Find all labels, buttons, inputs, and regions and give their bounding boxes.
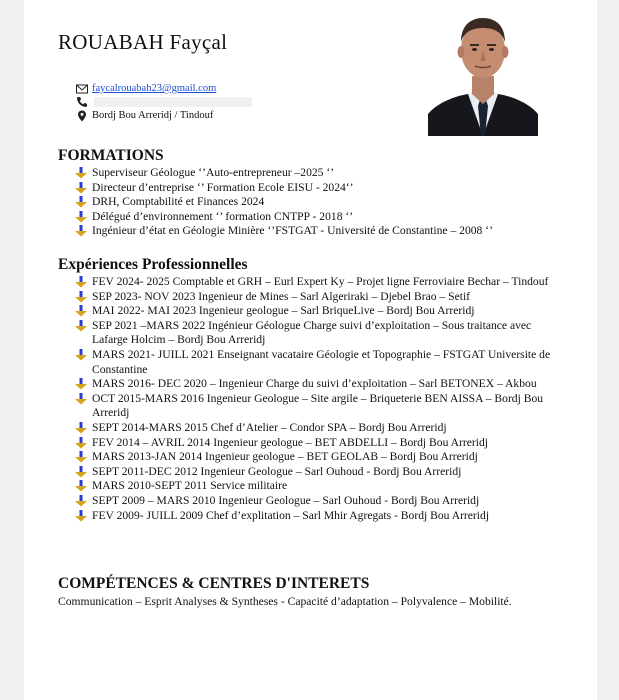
section-title-competences: COMPÉTENCES & CENTRES D'INTERETS bbox=[58, 575, 370, 592]
list-item: MARS 2016- DEC 2020 – Ingenieur Charge du suivi d’exploitation – Sarl BETONEX – Akbou bbox=[74, 377, 564, 392]
list-item: SEPT 2009 – MARS 2010 Ingenieur Geologue – Sarl Ouhoud - Bordj Bou Arreridj bbox=[74, 494, 564, 509]
email-link[interactable]: faycalrouabah23@gmail.com bbox=[92, 83, 217, 94]
list-item: SEPT 2011-DEC 2012 Ingenieur Geologue – Sarl Ouhoud - Bordj Bou Arreridj bbox=[74, 465, 564, 480]
list-item: FEV 2009- JUILL 2009 Chef d’explitation – Sarl Mhir Agregats - Bordj Bou Arreridj bbox=[74, 509, 564, 524]
list-item: Délégué d’environnement ‘’ formation CNTPP - 2018 ‘’ bbox=[74, 210, 564, 225]
list-item: DRH, Comptabilité et Finances 2024 bbox=[74, 195, 564, 210]
list-item: MARS 2021- JUILL 2021 Enseignant vacataire Géologie et Topographie – FSTGAT Universite de Constantine bbox=[74, 348, 564, 377]
arrow-bullet-icon bbox=[74, 510, 88, 522]
candidate-name: ROUABAH Fayçal bbox=[58, 30, 228, 54]
arrow-bullet-icon bbox=[74, 276, 88, 288]
phone-icon bbox=[76, 96, 88, 108]
list-item: MAI 2022- MAI 2023 Ingenieur geologue – Sarl BriqueLive – Bordj Bou Arreridj bbox=[74, 304, 564, 319]
arrow-bullet-icon bbox=[74, 305, 88, 317]
arrow-bullet-icon bbox=[74, 466, 88, 478]
arrow-bullet-icon bbox=[74, 196, 88, 208]
viewer-margin-left bbox=[0, 0, 24, 700]
arrow-bullet-icon bbox=[74, 211, 88, 223]
list-item: FEV 2014 – AVRIL 2014 Ingenieur geologue – BET ABDELLI – Bordj Bou Arreridj bbox=[74, 436, 564, 451]
profile-photo bbox=[428, 10, 538, 136]
location-pin-icon bbox=[76, 110, 88, 122]
arrow-bullet-icon bbox=[74, 378, 88, 390]
arrow-bullet-icon bbox=[74, 495, 88, 507]
arrow-bullet-icon bbox=[74, 320, 88, 332]
competences-text: Communication – Esprit Analyses & Syntheses - Capacité d’adaptation – Polyvalence – Mobilité. bbox=[58, 595, 512, 608]
list-item: Superviseur Géologue ‘’Auto-entrepreneur –2025 ‘’ bbox=[74, 166, 564, 181]
arrow-bullet-icon bbox=[74, 451, 88, 463]
arrow-bullet-icon bbox=[74, 393, 88, 405]
arrow-bullet-icon bbox=[74, 167, 88, 179]
arrow-bullet-icon bbox=[74, 291, 88, 303]
list-item: MARS 2013-JAN 2014 Ingenieur geologue – BET GEOLAB – Bordj Bou Arreridj bbox=[74, 450, 564, 465]
viewer-margin-right bbox=[597, 0, 619, 700]
contact-location bbox=[76, 109, 213, 123]
contact-email bbox=[76, 82, 216, 96]
list-item: SEPT 2014-MARS 2015 Chef d’Atelier – Condor SPA – Bordj Bou Arreridj bbox=[74, 421, 564, 436]
list-item: MARS 2010-SEPT 2011 Service militaire bbox=[74, 479, 564, 494]
list-item: Directeur d’entreprise ‘’ Formation Ecole EISU - 2024‘’ bbox=[74, 181, 564, 196]
cv-page bbox=[24, 0, 597, 700]
formations-list bbox=[74, 166, 564, 239]
section-title-experiences: Expériences Professionnelles bbox=[58, 256, 248, 273]
location-text: Bordj Bou Arreridj / Tindouf bbox=[92, 110, 214, 121]
list-item: FEV 2024- 2025 Comptable et GRH – Eurl Expert Ky – Projet ligne Ferroviaire Bechar – Tindouf bbox=[74, 275, 564, 290]
list-item: OCT 2015-MARS 2016 Ingenieur Geologue – Site argile – Briqueterie BEN AISSA – Bordj Bou Arreridj bbox=[74, 392, 564, 421]
experiences-list bbox=[74, 275, 564, 523]
list-item: Ingénieur d’état en Géologie Minière ‘’FSTGAT - Université de Constantine – 2008 ‘’ bbox=[74, 224, 564, 239]
list-item: SEP 2023- NOV 2023 Ingenieur de Mines – Sarl Algeriraki – Djebel Brao – Setif bbox=[74, 290, 564, 305]
arrow-bullet-icon bbox=[74, 437, 88, 449]
list-item: SEP 2021 –MARS 2022 Ingénieur Géologue Charge suivi d’exploitation – Sous traitance avec Lafarge Holcim – Bordj Bou Arreridj bbox=[74, 319, 564, 348]
arrow-bullet-icon bbox=[74, 349, 88, 361]
section-title-formations: FORMATIONS bbox=[58, 147, 164, 164]
envelope-icon bbox=[76, 83, 88, 95]
phone-number-redacted bbox=[94, 97, 252, 107]
arrow-bullet-icon bbox=[74, 422, 88, 434]
arrow-bullet-icon bbox=[74, 225, 88, 237]
arrow-bullet-icon bbox=[74, 480, 88, 492]
contact-phone bbox=[76, 96, 252, 108]
arrow-bullet-icon bbox=[74, 182, 88, 194]
